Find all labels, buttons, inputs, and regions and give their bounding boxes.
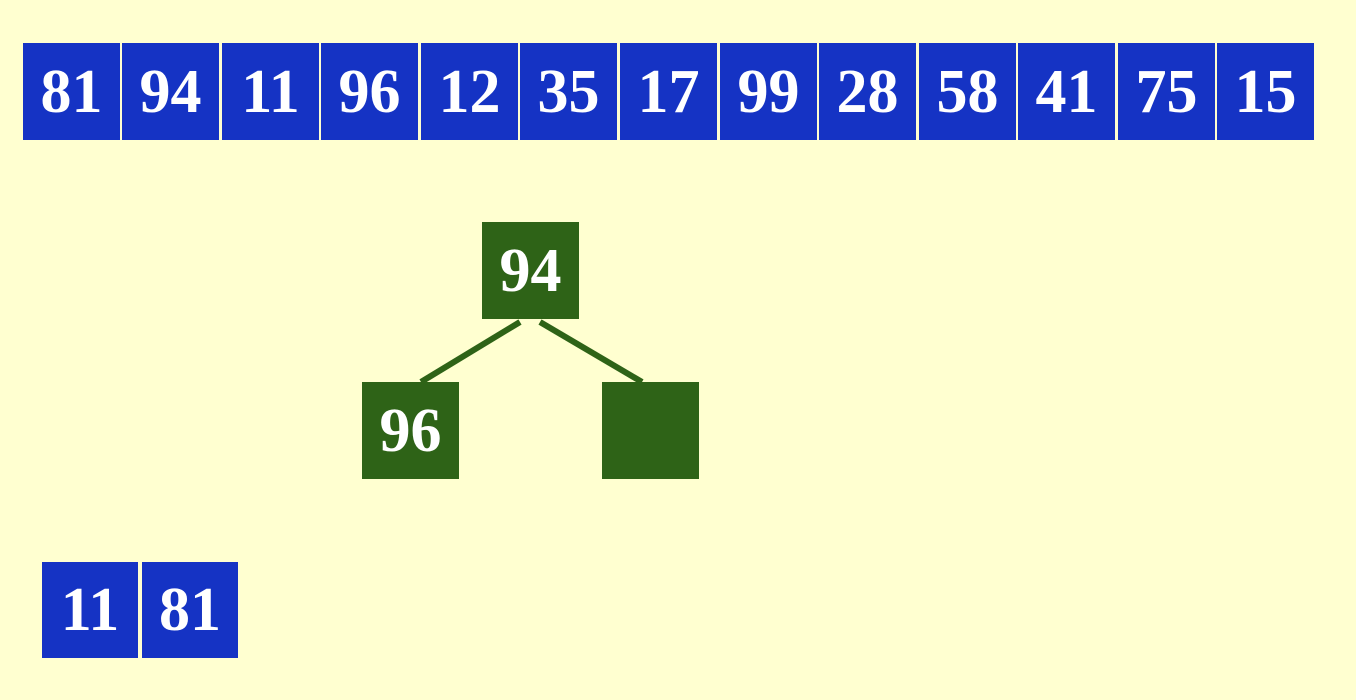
output-cell: 11	[42, 562, 138, 658]
array-cell: 12	[421, 43, 518, 140]
output-cell: 81	[142, 562, 238, 658]
tree-edge-right	[540, 322, 642, 382]
tree-edge-left	[421, 322, 520, 382]
array-cell: 15	[1217, 43, 1314, 140]
array-cell: 11	[222, 43, 319, 140]
tree-right-node	[602, 382, 699, 479]
array-cell: 99	[720, 43, 817, 140]
tree-left-node: 96	[362, 382, 459, 479]
tree-root-node: 94	[482, 222, 579, 319]
array-cell: 81	[23, 43, 120, 140]
array-cell: 58	[919, 43, 1016, 140]
array-cell: 35	[520, 43, 617, 140]
array-cell: 96	[321, 43, 418, 140]
array-cell: 17	[620, 43, 717, 140]
array-cell: 28	[819, 43, 916, 140]
array-cell: 94	[122, 43, 219, 140]
array-cell: 41	[1018, 43, 1115, 140]
array-cell: 75	[1118, 43, 1215, 140]
